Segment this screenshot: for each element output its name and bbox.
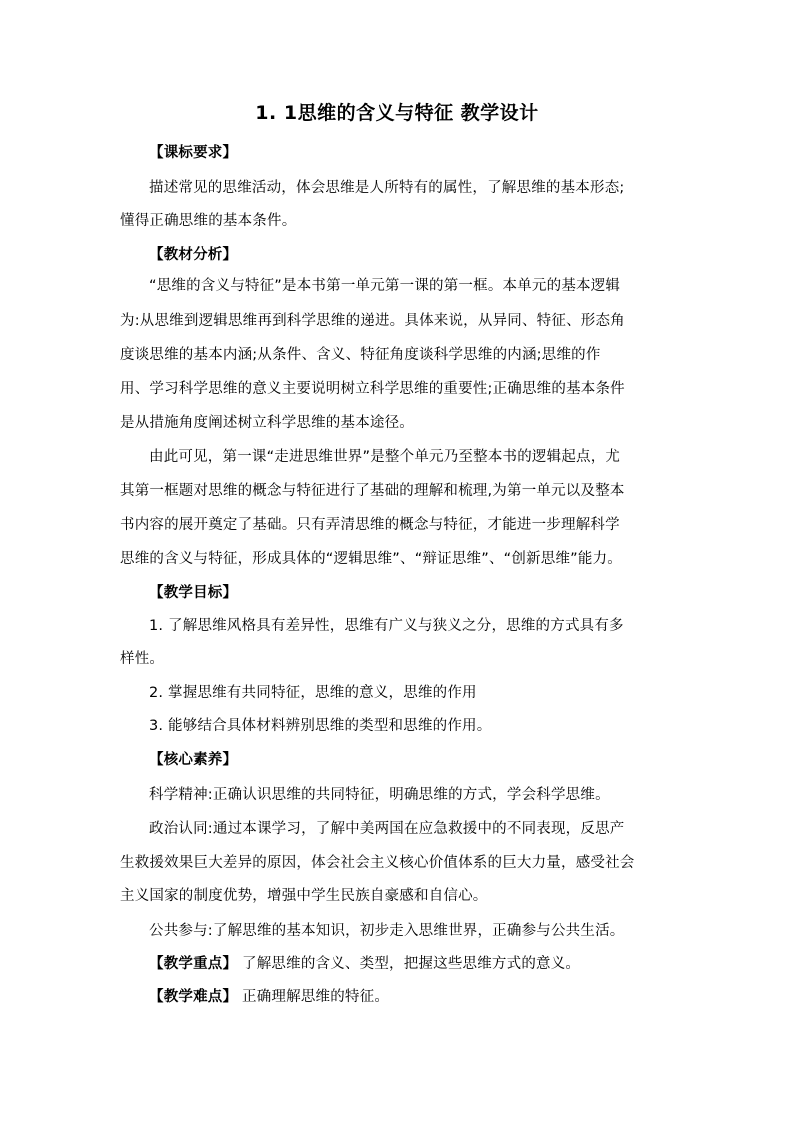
literacy-politics-line-2: 生救援效果巨大差异的原因，体会社会主义核心价值体系的巨大力量，感受社会	[120, 855, 635, 871]
analysis-p2-line-3: 书内容的展开奠定了基础。只有弄清思维的概念与特征，才能进一步理解科学	[120, 517, 620, 533]
analysis-p1-line-5: 是从措施角度阐述树立科学思维的基本途径。	[120, 415, 414, 431]
objective-1-line-2: 样性。	[120, 651, 165, 667]
objective-1-line-1: 1. 了解思维风格具有差异性，思维有广义与狭义之分，思维的方式具有多	[149, 618, 624, 634]
analysis-p1-line-1: “思维的含义与特征”是本书第一单元第一课的第一框。本单元的基本逻辑	[149, 278, 621, 294]
section-heading-standards: 【课标要求】	[149, 145, 238, 161]
difficult-point	[149, 987, 389, 1007]
standards-line-1: 描述常见的思维活动，体会思维是人所特有的属性，了解思维的基本形态;	[149, 180, 625, 196]
analysis-p1-line-4: 用、学习科学思维的意义主要说明树立科学思维的重要性;正确思维的基本条件	[120, 381, 625, 397]
literacy-politics-line-3: 主义国家的制度优势，增强中学生民族自豪感和自信心。	[120, 888, 488, 904]
analysis-p2-line-2: 其第一框题对思维的概念与特征进行了基础的理解和梳理,为第一单元以及整本	[120, 483, 625, 499]
analysis-p2-line-1: 由此可见，第一课“走进思维世界”是整个单元乃至整本书的逻辑起点，尤	[149, 449, 621, 465]
literacy-politics-line-1: 政治认同:通过本课学习，了解中美两国在应急救援中的不同表现，反思产	[149, 821, 625, 837]
key-point	[149, 954, 580, 974]
section-heading-analysis: 【教材分析】	[149, 247, 238, 263]
analysis-p1-line-2: 为:从思维到逻辑思维再到科学思维的递进。具体来说，从异同、特征、形态角	[120, 313, 625, 329]
analysis-p1-line-3: 度谈思维的基本内涵;从条件、含义、特征角度谈科学思维的内涵;思维的作	[120, 347, 601, 363]
difficult-point-label: 【教学难点】	[149, 989, 238, 1005]
standards-line-2: 懂得正确思维的基本条件。	[120, 213, 297, 229]
document-title: 1. 1思维的含义与特征 教学设计	[255, 102, 539, 124]
literacy-participation: 公共参与:了解思维的基本知识，初步走入思维世界，正确参与公共生活。	[149, 923, 625, 939]
literacy-science: 科学精神:正确认识思维的共同特征，明确思维的方式，学会科学思维。	[149, 787, 610, 803]
key-point-text: 了解思维的含义、类型，把握这些思维方式的意义。	[242, 956, 581, 972]
objective-2: 2. 掌握思维有共同特征，思维的意义，思维的作用	[149, 685, 477, 701]
objective-3: 3. 能够结合具体材料辨别思维的类型和思维的作用。	[149, 718, 492, 734]
key-point-label: 【教学重点】	[149, 956, 238, 972]
analysis-p2-line-4: 思维的含义与特征，形成具体的“逻辑思维”、“辩证思维”、“创新思维”能力。	[120, 551, 622, 567]
difficult-point-text: 正确理解思维的特征。	[242, 989, 390, 1005]
section-heading-literacy: 【核心素养】	[149, 752, 238, 768]
section-heading-objectives: 【教学目标】	[149, 585, 238, 601]
